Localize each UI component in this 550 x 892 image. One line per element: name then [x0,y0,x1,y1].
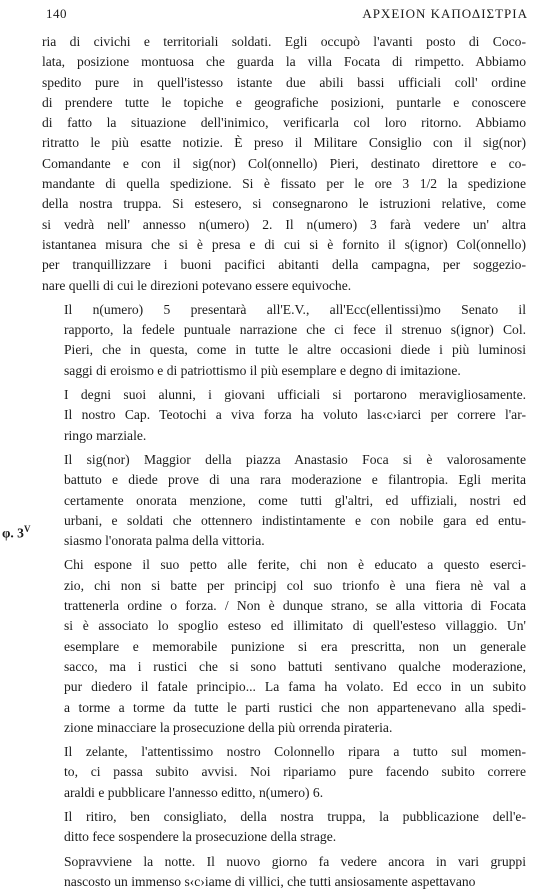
text-line: si vedrà nell' annesso n(umero) 2. Il n(umero) 3 farà vedere un' altra [42,216,526,232]
text-line: si è associato lo spoglio esteso ed illimitato di quell'esteso villaggio. Un' [64,618,526,634]
text-line: rapporto, la fedele puntuale narrazione che ci fece il strenuo s(ignor) Col. [64,322,526,338]
text-line: Chi espone il suo petto alle ferite, chi non è educato a questo eserci- [64,557,526,573]
text-line: to, ci passa subito avvisi. Noi ripariamo pure facendo subito correre [64,764,526,780]
text-line: siasmo l'onorata palma della vittoria. [64,533,265,549]
text-line: esemplare e memorabile punizione si era prescritta, non un generale [64,638,526,654]
folio-side: V [23,524,31,534]
paragraph [42,555,526,738]
text-line: di fatto la situazione dell'inimico, verificarla col loro ritorno. Abbiamo [42,115,526,131]
text-line: spedito pure in quell'istesso istante due abili bassi ufficiali coll' ordine [42,74,526,90]
text-line: Pieri, che in questa, come in tutte le altre occasioni diede i più luminosi [64,342,526,358]
text-line: urbani, e soldati che ottennero indistintamente e con nobile gara ed entu- [64,512,526,528]
text-line: ritratto le più esatte notizie. È preso il Militare Consiglio con il sig(nor) [42,135,526,151]
paragraph [42,807,526,848]
text-line: I degni suoi alunni, i giovani ufficiali si portarono meravigliosamente. [64,387,526,403]
folio-margin-note [2,524,30,542]
text-line: Il n(umero) 5 presentarà all'E.V., all'Ecc(ellentissi)mo Senato il [64,301,526,317]
running-title: ΑΡΧΕΙΟΝ ΚΑΠΟΔΙΣΤΡΙΑ [362,6,528,21]
text-line: Il ritiro, ben consigliato, della nostra truppa, la pubblicazione dell'e- [64,808,526,824]
text-line: mandante di quella spedizione. Si è fissato per le ore 3 1/2 la spedizione [42,176,526,192]
text-line: certamente onorata menzione, come tutti gl'altri, ed uffiziali, nostri ed [64,492,526,508]
paragraph [42,450,526,551]
paragraph [42,300,526,381]
text-line: pur diedero il fatale principio... La fama ha volato. Ed ecco in un subito [64,679,526,695]
folio-label: φ. 3 [2,525,24,541]
paragraph [42,32,526,296]
text-line: saggi di eroismo e di patriottismo il più esemplare e degno di imitazione. [64,362,461,378]
text-line: a torme a torme da tutte le parti rustici che non appartenevano alla spedi- [64,699,526,715]
text-line: nare quelli di cui le direzioni potevano essere equivoche. [42,277,352,293]
text-line: Sopravviene la notte. Il nuovo giorno fa vedere ancora in vari gruppi [64,853,526,869]
text-line: Comandante e con il sig(nor) Col(onnello) Pieri, destinato direttore e co- [42,155,526,171]
text-line: araldi e pubblicare l'annesso editto, n(umero) 6. [64,784,324,800]
text-line: zio, chi non si batte per principj col suo trionfo è una fiera nè val a [64,577,526,593]
text-line: ditto fece sospendere la prosecuzione della strage. [64,829,337,845]
text-line: di prendere tutte le topiche e geografiche posizioni, puntarle e conoscere [42,94,526,110]
text-line: Il sig(nor) Maggior della piazza Anastasio Foca si è valorosamente [64,451,526,467]
text-line: ria di civichi e territoriali soldati. Egli occupò l'avanti posto di Coco- [42,34,526,49]
text-line: Il nostro Cap. Teotochi a viva forza ha voluto las‹c›iarci per correre l'ar- [64,407,526,423]
text-line: battuto e diede prove di una rara moderazione e filantropia. Egli merita [64,472,526,488]
paragraph [42,385,526,446]
text-line: istantanea misura che si è presa e di cui si è fornito il s(ignor) Col(onnello) [42,236,526,252]
page-header [46,6,528,24]
page-number: 140 [46,6,67,21]
text-line: nascosto un immenso s‹c›iame di villici, che tutti ansiosamente aspettavano [64,873,476,889]
text-line: zione minacciare la prosecuzione della più orrenda pirateria. [64,719,393,735]
text-line: per tranquillizzare i buoni pacifici abitanti della campagna, per soggezio- [42,257,526,273]
text-line: ringo marziale. [64,427,147,443]
text-line: lata, posizione montuosa che guarda la villa Focata di rimpetto. Abbiamo [42,54,526,70]
text-line: Il zelante, l'attentissimo nostro Colonnello ripara a tutto sul momen- [64,744,526,760]
text-line: della nostra truppa. Si estesero, si consegnarono le istruzioni relative, come [42,196,526,212]
body-text [42,32,526,892]
paragraph [42,742,526,803]
text-line: trattenerla ordine o forza. / Non è dunque strano, se alla vittoria di Focata [64,598,526,614]
text-line: sacco, ma i rustici che si sono battuti sentivano qualche moderazione, [64,658,526,674]
paragraph [42,852,526,892]
